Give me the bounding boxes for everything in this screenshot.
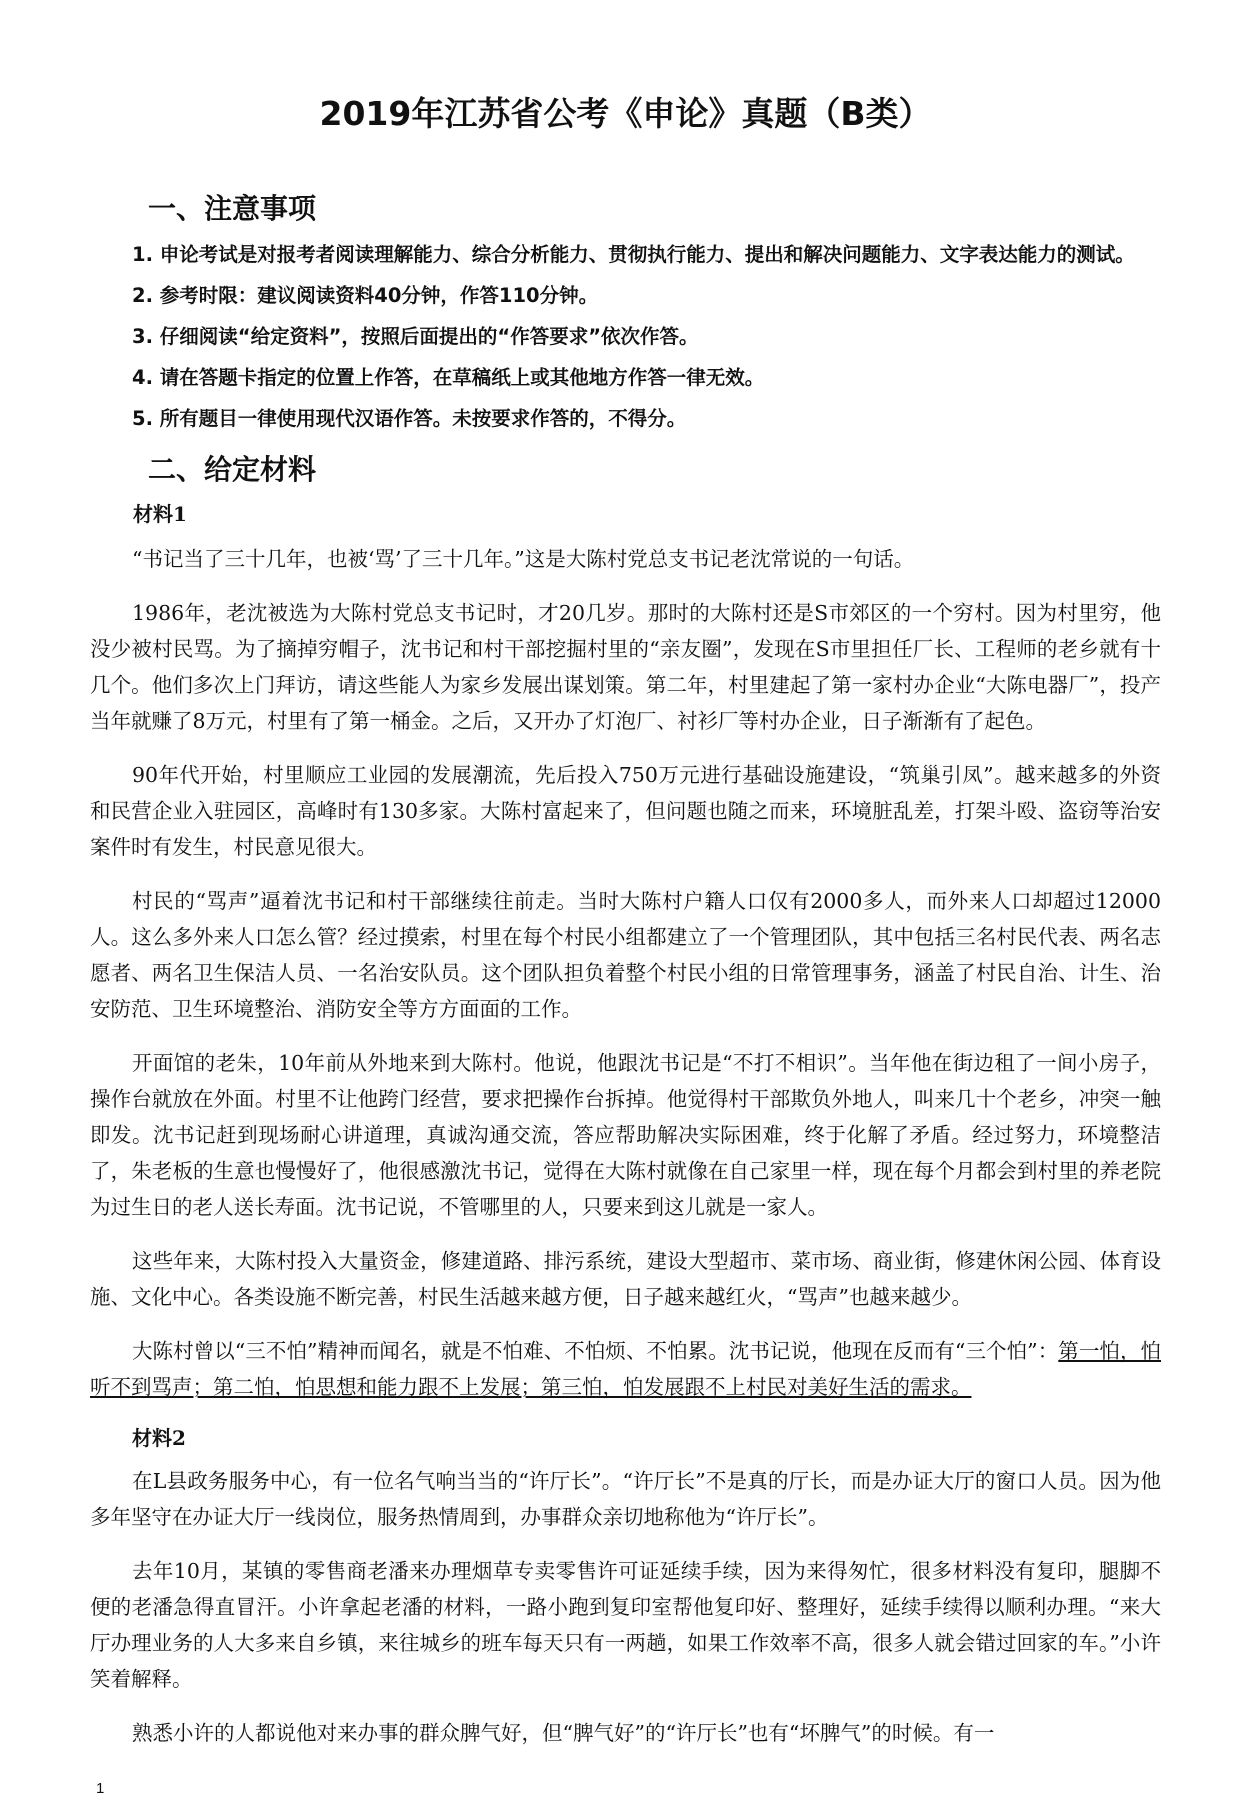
paragraph: 村民的“骂声”逼着沈书记和村干部继续往前走。当时大陈村户籍人口仅有2000多人，而外来人口却超过12000人。这么多外来人口怎么管？经过摸索，村里在每个村民小组都建立了一个管理团队，其中包括三名村民代表、两名志愿者、两名卫生保洁人员、一名治安队员。这个团队担负着整个村民小组的日常管理事务，涵盖了村民自治、计生、治安防范、卫生环境整治、消防安全等方方面面的工作。 [90, 889, 1161, 1021]
notes-list [90, 238, 1161, 443]
note-item: 1. 申论考试是对报考者阅读理解能力、综合分析能力、贯彻执行能力、提出和解决问题能力、文字表达能力的测试。 [132, 243, 1135, 266]
material-1-label: 材料1 [133, 502, 187, 526]
paragraph: 去年10月，某镇的零售商老潘来办理烟草专卖零售许可证延续手续，因为来得匆忙，很多材料没有复印，腿脚不便的老潘急得直冒汗。小许拿起老潘的材料，一路小跑到复印室帮他复印好、整理好，延续手续得以顺利办理。“来大厅办理业务的人大多来自乡镇，来往城乡的班车每天只有一两趟，如果工作效率不高，很多人就会错过回家的车。”小许笑着解释。 [90, 1559, 1161, 1691]
note-item: 4. 请在答题卡指定的位置上作答，在草稿纸上或其他地方作答一律无效。 [132, 366, 765, 389]
note-item: 3. 仔细阅读“给定资料”，按照后面提出的“作答要求”依次作答。 [132, 325, 699, 348]
note-item: 5. 所有题目一律使用现代汉语作答。未按要求作答的，不得分。 [132, 407, 687, 430]
paragraph [90, 1333, 1161, 1405]
paragraph: 1986年，老沈被选为大陈村党总支书记时，才20几岁。那时的大陈村还是S市郊区的一个穷村。因为村里穷，他没少被村民骂。为了摘掉穷帽子，沈书记和村干部挖掘村里的“亲友圈”，发现在S市里担任厂长、工程师的老乡就有十几个。他们多次上门拜访，请这些能人为家乡发展出谋划策。第二年，村里建起了第一家村办企业“大陈电器厂”，投产当年就赚了8万元，村里有了第一桶金。之后，又开办了灯泡厂、衬衫厂等村办企业，日子渐渐有了起色。 [90, 601, 1161, 733]
section-heading-materials: 二、给定材料 [148, 453, 317, 486]
paragraph: 这些年来，大陈村投入大量资金，修建道路、排污系统，建设大型超市、菜市场、商业街，修建休闲公园、体育设施、文化中心。各类设施不断完善，村民生活越来越方便，日子越来越红火，“骂声”也越来越少。 [90, 1249, 1161, 1309]
material-2-label: 材料2 [132, 1426, 186, 1450]
paragraph: 在L县政务服务中心，有一位名气响当当的“许厅长”。“许厅长”不是真的厅长，而是办证大厅的窗口人员。因为他多年坚守在办证大厅一线岗位，服务热情周到，办事群众亲切地称他为“许厅长”。 [90, 1469, 1161, 1529]
paragraph: 熟悉小许的人都说他对来办事的群众脾气好，但“脾气好”的“许厅长”也有“坏脾气”的时候。有一 [132, 1721, 995, 1745]
section-heading-notes: 一、注意事项 [148, 192, 317, 225]
material-body [90, 541, 1161, 1769]
page-number: 1 [96, 1780, 105, 1797]
paragraph: 开面馆的老朱，10年前从外地来到大陈村。他说，他跟沈书记是“不打不相识”。当年他在街边租了一间小房子，操作台就放在外面。村里不让他跨门经营，要求把操作台拆掉。他觉得村干部欺负外地人，叫来几十个老乡，冲突一触即发。沈书记赶到现场耐心讲道理，真诚沟通交流，答应帮助解决实际困难，终于化解了矛盾。经过努力，环境整洁了，朱老板的生意也慢慢好了，他很感激沈书记，觉得在大陈村就像在自己家里一样，现在每个月都会到村里的养老院为过生日的老人送长寿面。沈书记说，不管哪里的人，只要来到这儿就是一家人。 [90, 1051, 1161, 1219]
paragraph: 90年代开始，村里顺应工业园的发展潮流，先后投入750万元进行基础设施建设，“筑巢引凤”。越来越多的外资和民营企业入驻园区，高峰时有130多家。大陈村富起来了，但问题也随之而来，环境脏乱差，打架斗殴、盗窃等治安案件时有发生，村民意见很大。 [90, 763, 1161, 859]
underlined-text: 第一怕，怕听不到骂声；第二怕，怕思想和能力跟不上发展；第三怕，怕发展跟不上村民对美好生活的需求。 [90, 1339, 1162, 1399]
paragraph-text: 大陈村曾以“三不怕”精神而闻名，就是不怕难、不怕烦、不怕累。沈书记说，他现在反而有“三个怕”： [132, 1339, 1059, 1363]
document-title: 2019年江苏省公考《申论》真题（B类） [319, 94, 932, 133]
note-item: 2. 参考时限：建议阅读资料40分钟，作答110分钟。 [132, 284, 599, 307]
paragraph: “书记当了三十几年，也被‘骂’了三十几年。”这是大陈村党总支书记老沈常说的一句话。 [132, 547, 915, 571]
